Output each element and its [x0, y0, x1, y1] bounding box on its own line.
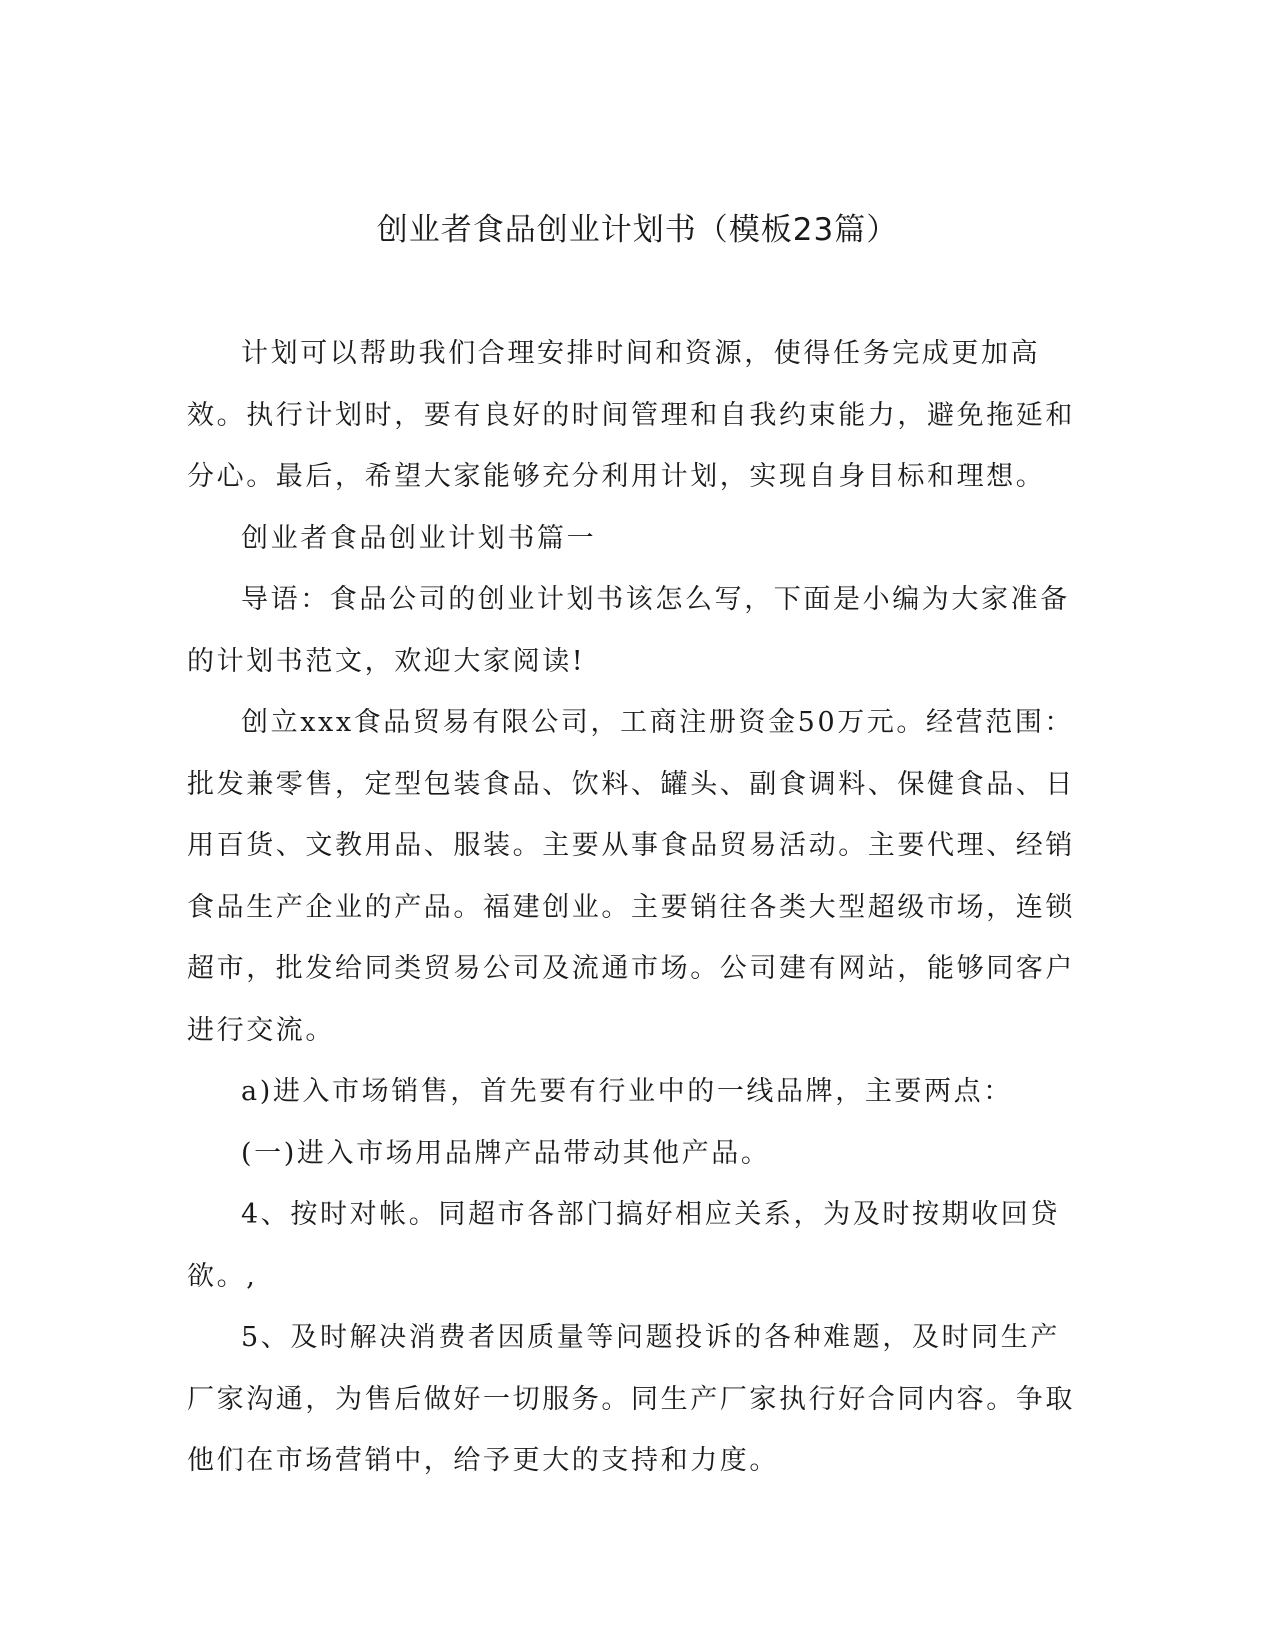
section-heading: 创业者食品创业计划书篇一 [241, 522, 597, 554]
brand-point-paragraph: (一)进入市场用品牌产品带动其他产品。 [241, 1137, 771, 1169]
lead-paragraph: 导语：食品公司的创业计划书该怎么写，下面是小编为大家准备的计划书范文，欢迎大家阅读! [187, 584, 1070, 677]
document-title: 创业者食品创业计划书（模板23篇） [376, 212, 899, 248]
document-body [187, 323, 1087, 1492]
reconciliation-paragraph: 4、按时对帐。同超市各部门搞好相应关系，为及时按期收回贷欲。, [187, 1199, 1060, 1292]
intro-paragraph: 计划可以帮助我们合理安排时间和资源，使得任务完成更加高效。执行计划时，要有良好的时间管理和自我约束能力，避免拖延和分心。最后，希望大家能够充分利用计划，实现自身目标和理想。 [187, 338, 1075, 492]
service-paragraph: 5、及时解决消费者因质量等问题投诉的各种难题，及时同生产厂家沟通，为售后做好一切服务。同生产厂家执行好合同内容。争取他们在市场营销中，给予更大的支持和力度。 [187, 1322, 1075, 1476]
market-point-paragraph: a)进入市场销售，首先要有行业中的一线品牌，主要两点： [241, 1076, 1013, 1107]
company-paragraph: 创立xxx食品贸易有限公司，工商注册资金50万元。经营范围：批发兼零售，定型包装食品、饮料、罐头、副食调料、保健食品、日用百货、文教用品、服装。主要从事食品贸易活动。主要代理、经销食品生产企业的产品。福建创业。主要销往各类大型超级市场，连锁超市，批发给同类贸易公司及流通市场。公司建有网站，能够同客户进行交流。 [187, 707, 1075, 1046]
